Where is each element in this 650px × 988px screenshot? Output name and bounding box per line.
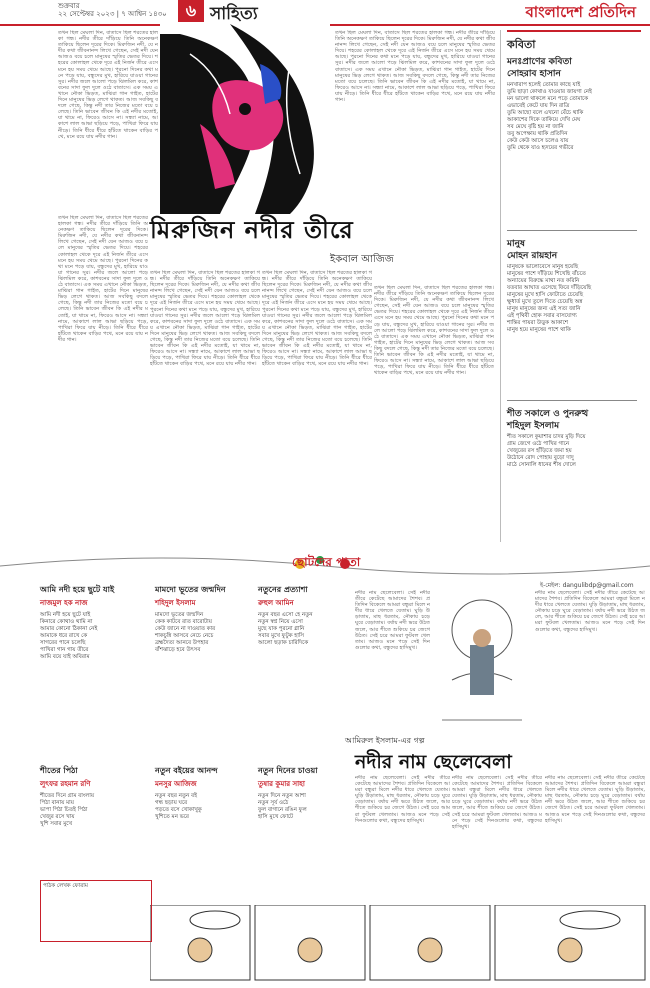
poem-text: মনখারাপ হলেই তোমার কাছে যাই তুমি ছাড়া কোথাও যাওয়ার জায়গা নেই মন ভালো থাকলে মনে পড়ে তোমাকে এভাবেই কেটে যায় দিন রাত্রি তুমি আছো বলে এখনো বেঁচে থাকি আকাশের দিকে তাকিয়ে দেখি মেঘ সব মেঘে বৃষ্টি হয় না জানি তবু অপেক্ষায় থাকি প্রতিদিন কেউ কেউ আসে চলেও যায় তুমি থেকে যাও হৃদয়ের গভীরে (507, 82, 592, 151)
poem-author: শহিদুল ইসলাম (507, 421, 560, 431)
sidebar-rule (507, 30, 641, 32)
poem-author: নাজমুল হক নাজ (40, 598, 88, 607)
poem-title: মানুষ (507, 239, 525, 249)
poem-text: নতুন বছর নতুন বই গন্ধ ছড়ায় ঘরে পড়তে বসে খোকাখুকু খুশিতে মন ভরে (155, 793, 202, 820)
kids-email: ই-মেইল: dangulibdp@gmail.com (540, 582, 634, 589)
poem-text: শীতের দিনে গ্রাম বাংলায় পিঠা বানায় মায় ভাপা পিঠা চিতই পিঠা খেজুর রসে খায় খুশি সবার মুখে (40, 793, 95, 827)
kids-story-title: নদীর নাম ছেলেবেলা (355, 751, 512, 773)
kids-poem-5 (155, 765, 255, 821)
date: ২২ সেপ্টেম্বর ২০২৩ | ৭ আশ্বিন ১৪৩০ (58, 10, 167, 18)
poem-title: মনঃপ্রাণের কবিতা (507, 57, 572, 67)
poem-text: আমি নদী হয়ে ছুটে যাই কিনারে কোথাও থামি না আমার কোনো ঠিকানা নেই আমাকে ধরে রাখে কে সাগরের পানে চলেছি পাখিরা গান গায় তীরে আমি বয়ে যাই অবিরাম (40, 612, 98, 660)
poem-text: নতুন বছর এসো হে নতুন নতুন স্বপ্ন নিয়ে এসো মুছে যাক পুরনো গ্লানি সবার মুখে ফুটুক হাসি আলো ছড়াক চারিদিকে (258, 612, 313, 646)
poem-title: নতুন বইয়ের আনন্দ (155, 765, 218, 775)
poetry-sidebar (500, 30, 647, 542)
section-title: সাহিত্য (210, 4, 258, 24)
page-number: ৬ (178, 0, 204, 22)
poem-author: মনসুর আজিজ (155, 779, 197, 788)
kids-poem-1 (40, 584, 150, 661)
kids-poem-2 (155, 584, 255, 654)
kids-story-illustration (432, 590, 532, 730)
divider (507, 400, 637, 401)
poem-title: শীতের পিঠা (40, 765, 78, 775)
poem-title: মামদো ভূতের জন্মদিন (155, 584, 226, 594)
poem-author: মোহন রায়হান (507, 251, 558, 261)
sidebar-heading: কবিতা (507, 38, 536, 51)
kids-story-col4: নদীর নাম ছেলেবেলা। সেই নদীর তীরে কেটেছে আমাদের শৈশব। প্রতিদিন বিকেলে আমরা বন্ধুরা মিলে নদীর ধারে খেলতে যেতাম। ঘুড়ি উড়াতাম, মাছ ধরতাম, নৌকায় চড়ে ঘুরে বেড়াতাম। বর্ষায় নদী ভরে উঠত জলে, আর শীতে শুকিয়ে চর জেগে উঠত। সেই চরে আমরা ফুটবল খেলতাম। আজও মনে পড়ে সেই দিনগুলোর কথা, বন্ধুদের হাসিমুখ। (452, 775, 542, 830)
poem-author: তুষার কুমার সাহা (258, 779, 305, 788)
page-header (0, 0, 650, 26)
kids-poem-6 (258, 765, 353, 821)
kids-story-col2: নদীর নাম ছেলেবেলা। সেই নদীর তীরে কেটেছে আমাদের শৈশব। প্রতিদিন বিকেলে আমরা বন্ধুরা মিলে নদীর ধারে খেলতে যেতাম। ঘুড়ি উড়াতাম, মাছ ধরতাম, নৌকায় চড়ে ঘুরে বেড়াতাম। বর্ষায় নদী ভরে উঠত জলে, আর শীতে শুকিয়ে চর জেগে উঠত। সেই চরে আমরা ফুটবল খেলতাম। আজও মনে পড়ে সেই দিনগুলোর কথা, বন্ধুদের হাসিমুখ। (535, 590, 645, 633)
article-body-col5: তখন ছিল মেঘলা দিন, বাতাসে ছিল শরতের হালকা গন্ধ। নদীর তীরে দাঁড়িয়ে তিনি অনেকক্ষণ তাকিয়ে ছিলেন দূরের দিকে। মিরুজিন নদী, যে নদীর কথা জীবনানন্দ লিখে গেছেন, সেই নদী যেন আজও বয়ে চলে মানুষের স্মৃতির ভেতর দিয়ে। শহরের কোলাহল থেকে দূরে এই নির্জন তীরে এসে মনে হয় সময় থেমে আছে। পুরনো দিনের কথা মনে পড়ে যায়, বন্ধুদের মুখ, হারিয়ে যাওয়া গানের সুর। নদীর জলে আলো পড়ে ঝিলমিল করে, কাশবনের সাদা ফুল দুলে ওঠে বাতাসে। এক সময় এখানে নৌকা ভিড়ত, মাঝিরা গান গাইত, হাটের দিনে মানুষের ভিড় লেগে থাকত। আজ সবকিছু বদলে গেছে, কিন্তু নদী তার নিজের মতো বয়ে চলেছে। তিনি ভাবেন জীবন কি এই নদীর মতোই, যা থামে না, ফিরেও আসে না। সন্ধ্যা নামে, আকাশে লাল আভা ছড়িয়ে পড়ে, পাখিরা ফিরে যায় নীড়ে। তিনি ধীরে ধীরে হাঁটতে থাকেন বাড়ির পথে, মনে রয়ে যায় নদীর গান। (262, 270, 372, 368)
article-body-col2: তখন ছিল মেঘলা দিন, বাতাসে ছিল শরতের হালকা গন্ধ। নদীর তীরে দাঁড়িয়ে তিনি অনেকক্ষণ তাকিয়ে ছিলেন দূরের দিকে। মিরুজিন নদী, যে নদীর কথা জীবনানন্দ লিখে গেছেন, সেই নদী যেন আজও বয়ে চলে মানুষের স্মৃতির ভেতর দিয়ে। শহরের কোলাহল থেকে দূরে এই নির্জন তীরে এসে মনে হয় সময় থেমে আছে। পুরনো দিনের কথা মনে পড়ে যায়, বন্ধুদের মুখ, হারিয়ে যাওয়া গানের সুর। নদীর জলে আলো পড়ে ঝিলমিল করে, কাশবনের সাদা ফুল দুলে ওঠে বাতাসে। এক সময় এখানে নৌকা ভিড়ত, মাঝিরা গান গাইত, হাটের দিনে মানুষের ভিড় লেগে থাকত। আজ সবকিছু বদলে গেছে, কিন্তু নদী তার নিজের মতো বয়ে চলেছে। তিনি ভাবেন জীবন কি এই নদীর মতোই, যা থামে না, ফিরেও আসে না। সন্ধ্যা নামে, আকাশে লাল আভা ছড়িয়ে পড়ে, পাখিরা ফিরে যায় নীড়ে। তিনি ধীরে ধীরে হাঁটতে থাকেন বাড়ির পথে, মনে রয়ে যায় নদীর গান। (335, 30, 495, 104)
kids-story-col1: নদীর নাম ছেলেবেলা। সেই নদীর তীরে কেটেছে আমাদের শৈশব। প্রতিদিন বিকেলে আমরা বন্ধুরা মিলে নদীর ধারে খেলতে যেতাম। ঘুড়ি উড়াতাম, মাছ ধরতাম, নৌকায় চড়ে ঘুরে বেড়াতাম। বর্ষায় নদী ভরে উঠত জলে, আর শীতে শুকিয়ে চর জেগে উঠত। সেই চরে আমরা ফুটবল খেলতাম। আজও মনে পড়ে সেই দিনগুলোর কথা, বন্ধুদের হাসিমুখ। (355, 590, 430, 651)
poem-author: সোহরাব হাসান (507, 69, 561, 79)
poem-text: মানুষকে ভালোবেসে মানুষ হয়েছি মানুষের পাশে দাঁড়িয়ে শিখেছি বাঁচতে অন্যায়ের বিরুদ্ধে মাথা নত করিনি যতবার আঘাত এসেছে ফিরে দাঁড়িয়েছি মানুষের মুখে হাসি ফোটাতে চেয়েছি ক্ষুধার্ত মুখে তুলে দিতে চেয়েছি অন্ন মানুষ মানুষের জন্য এই সত্য জানি এই পৃথিবী হোক সবার বাসযোগ্য শান্তির পায়রা উড়ুক আকাশে মানুষ হয়ে মানুষের পাশে থাকি (507, 264, 592, 333)
article-author: ইকবাল আজিজ (330, 254, 394, 265)
poem-text: শীত সকালে কুয়াশার চাদর মুড়ি দিয়ে গ্রাম জেগে ওঠে পাখির গানে খেজুরের রস হাঁড়িতে জমা হয় উঠোনে রোদ পোহায় বুড়ো দাদু মাঠে সোনালি ধানের শীষ দোলে (507, 434, 586, 468)
story-illustration (160, 24, 330, 214)
article-body-col4: তখন ছিল মেঘলা দিন, বাতাসে ছিল শরতের হালকা গন্ধ। নদীর তীরে দাঁড়িয়ে তিনি অনেকক্ষণ তাকিয়ে ছিলেন দূরের দিকে। মিরুজিন নদী, যে নদীর কথা জীবনানন্দ লিখে গেছেন, সেই নদী যেন আজও বয়ে চলে মানুষের স্মৃতির ভেতর দিয়ে। শহরের কোলাহল থেকে দূরে এই নির্জন তীরে এসে মনে হয় সময় থেমে আছে। পুরনো দিনের কথা মনে পড়ে যায়, বন্ধুদের মুখ, হারিয়ে যাওয়া গানের সুর। নদীর জলে আলো পড়ে ঝিলমিল করে, কাশবনের সাদা ফুল দুলে ওঠে বাতাসে। এক সময় এখানে নৌকা ভিড়ত, মাঝিরা গান গাইত, হাটের দিনে মানুষের ভিড় লেগে থাকত। আজ সবকিছু বদলে গেছে, কিন্তু নদী তার নিজের মতো বয়ে চলেছে। তিনি ভাবেন জীবন কি এই নদীর মতোই, যা থামে না, ফিরেও আসে না। সন্ধ্যা নামে, আকাশে লাল আভা ছড়িয়ে পড়ে, পাখিরা ফিরে যায় নীড়ে। তিনি ধীরে ধীরে হাঁটতে থাকেন বাড়ির পথে, মনে রয়ে যায় নদীর গান। (150, 270, 260, 368)
kids-banner-title: ছোটদের পাতা (292, 555, 361, 569)
kids-story-col5: নদীর নাম ছেলেবেলা। সেই নদীর তীরে কেটেছে আমাদের শৈশব। প্রতিদিন বিকেলে আমরা বন্ধুরা মিলে নদীর ধারে খেলতে যেতাম। ঘুড়ি উড়াতাম, মাছ ধরতাম, নৌকায় চড়ে ঘুরে বেড়াতাম। বর্ষায় নদী ভরে উঠত জলে, আর শীতে শুকিয়ে চর জেগে উঠত। সেই চরে আমরা ফুটবল খেলতাম। আজও মনে পড়ে সেই দিনগুলোর কথা, বন্ধুদের হাসিমুখ। (545, 775, 645, 824)
kids-poem-3 (258, 584, 353, 647)
article-body-col1: তখন ছিল মেঘলা দিন, বাতাসে ছিল শরতের হালকা গন্ধ। নদীর তীরে দাঁড়িয়ে তিনি অনেকক্ষণ তাকিয়ে ছিলেন দূরের দিকে। মিরুজিন নদী, যে নদীর কথা জীবনানন্দ লিখে গেছেন, সেই নদী যেন আজও বয়ে চলে মানুষের স্মৃতির ভেতর দিয়ে। শহরের কোলাহল থেকে দূরে এই নির্জন তীরে এসে মনে হয় সময় থেমে আছে। পুরনো দিনের কথা মনে পড়ে যায়, বন্ধুদের মুখ, হারিয়ে যাওয়া গানের সুর। নদীর জলে আলো পড়ে ঝিলমিল করে, কাশবনের সাদা ফুল দুলে ওঠে বাতাসে। এক সময় এখানে নৌকা ভিড়ত, মাঝিরা গান গাইত, হাটের দিনে মানুষের ভিড় লেগে থাকত। আজ সবকিছু বদলে গেছে, কিন্তু নদী তার নিজের মতো বয়ে চলেছে। তিনি ভাবেন জীবন কি এই নদীর মতোই, যা থামে না, ফিরেও আসে না। সন্ধ্যা নামে, আকাশে লাল আভা ছড়িয়ে পড়ে, পাখিরা ফিরে যায় নীড়ে। তিনি ধীরে ধীরে হাঁটতে থাকেন বাড়ির পথে, মনে রয়ে যায় নদীর গান। (58, 30, 158, 140)
kids-story-col3: নদীর নাম ছেলেবেলা। সেই নদীর তীরে কেটেছে আমাদের শৈশব। প্রতিদিন বিকেলে আমরা বন্ধুরা মিলে নদীর ধারে খেলতে যেতাম। ঘুড়ি উড়াতাম, মাছ ধরতাম, নৌকায় চড়ে ঘুরে বেড়াতাম। বর্ষায় নদী ভরে উঠত জলে, আর শীতে শুকিয়ে চর জেগে উঠত। সেই চরে আমরা ফুটবল খেলতাম। আজও মনে পড়ে সেই দিনগুলোর কথা, বন্ধুদের হাসিমুখ। (355, 775, 450, 824)
article-body-col3: তখন ছিল মেঘলা দিন, বাতাসে ছিল শরতের হালকা গন্ধ। নদীর তীরে দাঁড়িয়ে তিনি অনেকক্ষণ তাকিয়ে ছিলেন দূরের দিকে। মিরুজিন নদী, যে নদীর কথা জীবনানন্দ লিখে গেছেন, সেই নদী যেন আজও বয়ে চলে মানুষের স্মৃতির ভেতর দিয়ে। শহরের কোলাহল থেকে দূরে এই নির্জন তীরে এসে মনে হয় সময় থেমে আছে। পুরনো দিনের কথা মনে পড়ে যায়, বন্ধুদের মুখ, হারিয়ে যাওয়া গানের সুর। নদীর জলে আলো পড়ে ঝিলমিল করে, কাশবনের সাদা ফুল দুলে ওঠে বাতাসে। এক সময় এখানে নৌকা ভিড়ত, মাঝিরা গান গাইত, হাটের দিনে মানুষের ভিড় লেগে থাকত। আজ সবকিছু বদলে গেছে, কিন্তু নদী তার নিজের মতো বয়ে চলেছে। তিনি ভাবেন জীবন কি এই নদীর মতোই, যা থামে না, ফিরেও আসে না। সন্ধ্যা নামে, আকাশে লাল আভা ছড়িয়ে পড়ে, পাখিরা ফিরে যায় নীড়ে। তিনি ধীরে ধীরে হাঁটতে থাকেন বাড়ির পথে, মনে রয়ে যায় নদীর গান। (58, 215, 148, 343)
divider (507, 230, 637, 231)
forum-box (40, 880, 152, 942)
brand-logo: বাংলাদেশ প্রতিদিন (525, 3, 636, 21)
poem-text: নতুন দিনে নতুন আশা নতুন সূর্য ওঠে ফুল বাগানে রঙিন ফুল হাসি মুখে ফোটে (258, 793, 307, 820)
poem-author: শহিদুল ইসলাম (155, 598, 196, 607)
poem-text: মামদো ভূতের জন্মদিন কেক কাটবে রাত বারোটায় কেউ জানে না দাওয়াত কার শাকচুন্নি আসবে নেচে নেচে ব্রহ্মদৈত্য আনবে উপহার বাঁশঝাড়ে হবে উৎসব (155, 612, 216, 653)
kids-story-author: আমিরুল ইসলাম-এর গল্প (345, 736, 425, 745)
weekday: শুক্রবার (58, 2, 80, 10)
article-title: মিরুজিন নদীর তীরে (150, 215, 354, 244)
poem-title: আমি নদী হয়ে ছুটে যাই (40, 584, 115, 594)
poem-author: রুহুল আমিন (258, 598, 294, 607)
kids-poem-4 (40, 765, 150, 828)
article-body-col6: তখন ছিল মেঘলা দিন, বাতাসে ছিল শরতের হালকা গন্ধ। নদীর তীরে দাঁড়িয়ে তিনি অনেকক্ষণ তাকিয়ে ছিলেন দূরের দিকে। মিরুজিন নদী, যে নদীর কথা জীবনানন্দ লিখে গেছেন, সেই নদী যেন আজও বয়ে চলে মানুষের স্মৃতির ভেতর দিয়ে। শহরের কোলাহল থেকে দূরে এই নির্জন তীরে এসে মনে হয় সময় থেমে আছে। পুরনো দিনের কথা মনে পড়ে যায়, বন্ধুদের মুখ, হারিয়ে যাওয়া গানের সুর। নদীর জলে আলো পড়ে ঝিলমিল করে, কাশবনের সাদা ফুল দুলে ওঠে বাতাসে। এক সময় এখানে নৌকা ভিড়ত, মাঝিরা গান গাইত, হাটের দিনে মানুষের ভিড় লেগে থাকত। আজ সবকিছু বদলে গেছে, কিন্তু নদী তার নিজের মতো বয়ে চলেছে। তিনি ভাবেন জীবন কি এই নদীর মতোই, যা থামে না, ফিরেও আসে না। সন্ধ্যা নামে, আকাশে লাল আভা ছড়িয়ে পড়ে, পাখিরা ফিরে যায় নীড়ে। তিনি ধীরে ধীরে হাঁটতে থাকেন বাড়ির পথে, মনে রয়ে যায় নদীর গান। (374, 285, 494, 377)
poem-title: শীত সকালে ও পুনরুত্থ (507, 409, 589, 419)
poem-title: নতুন দিনের চাওয়া (258, 765, 318, 775)
poem-author: লুৎফর রহমান রণি (40, 779, 91, 788)
forum-text: পাঠক লেখক ফোরাম (43, 883, 88, 889)
date-line (58, 2, 178, 18)
poem-title: নতুনের প্রত্যাশা (258, 584, 308, 594)
comic-strip (150, 905, 650, 984)
